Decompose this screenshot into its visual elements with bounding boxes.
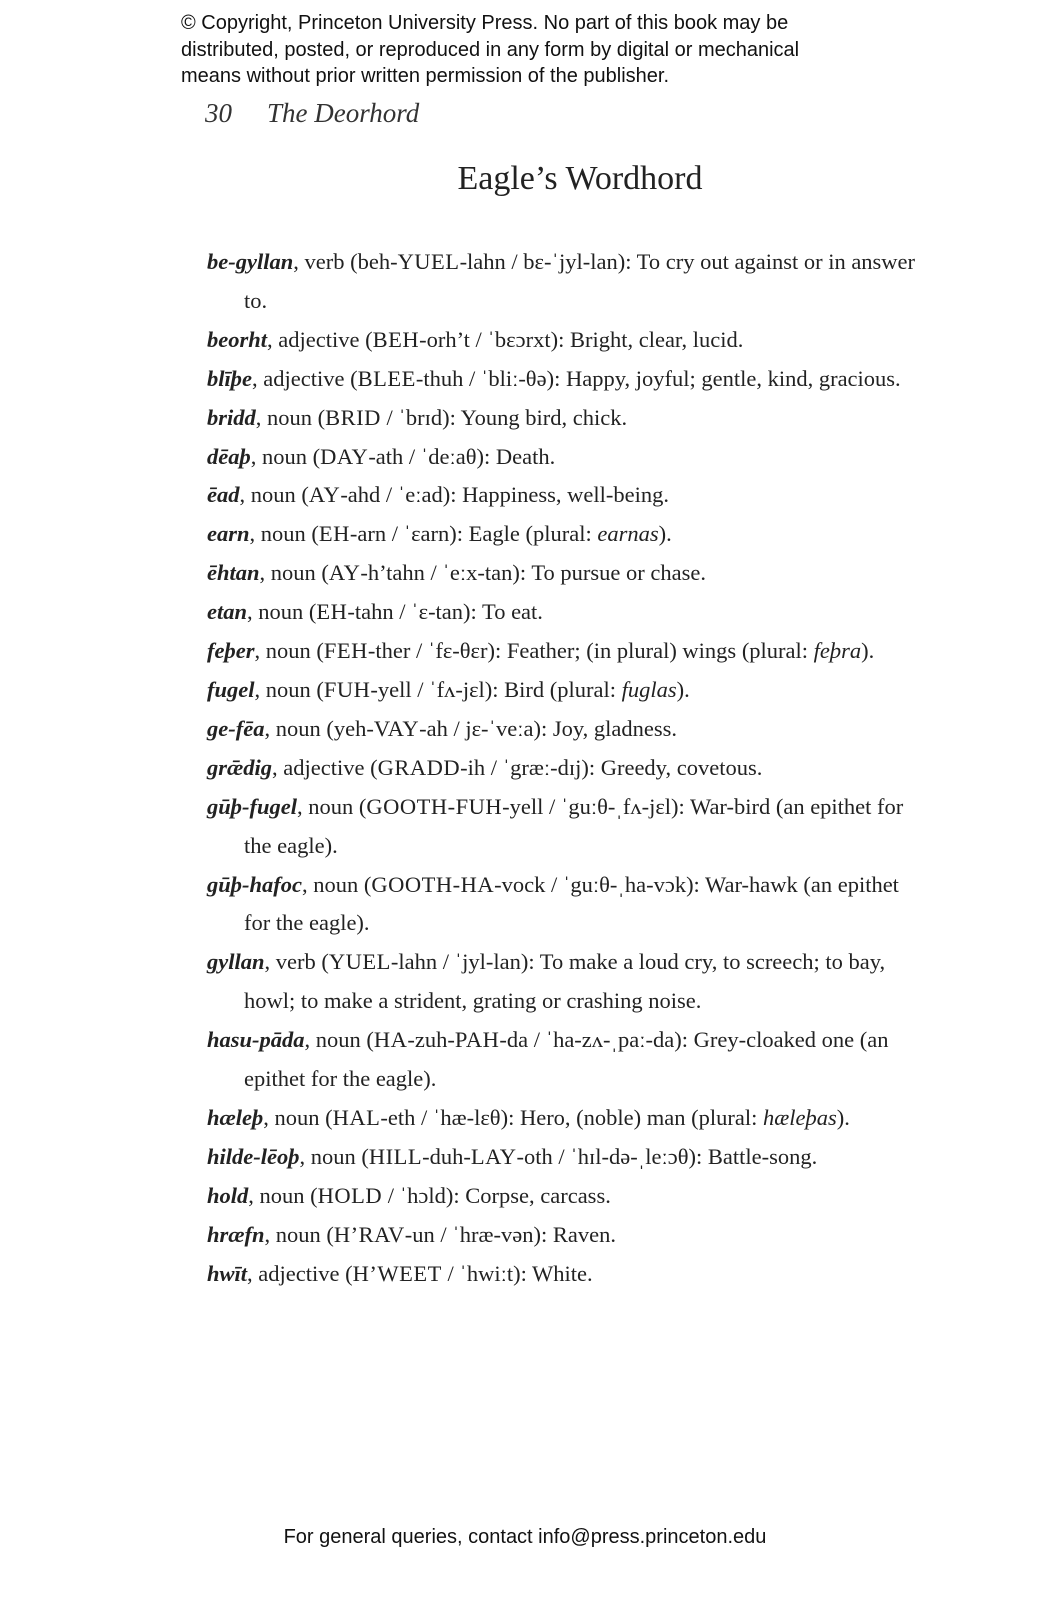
pronunciation-stress: BEH — [372, 326, 420, 352]
glossary-entry — [207, 710, 927, 749]
glossary-entry — [207, 554, 927, 593]
part-of-speech: , adjective ( — [267, 326, 373, 352]
headword: hwīt — [207, 1260, 248, 1286]
pronunciation-stress: YUEL — [397, 249, 460, 274]
pronunciation: -ah / jɛ-ˈveːa): — [419, 715, 548, 741]
definition: Young bird, chick. — [455, 404, 628, 430]
pronunciation-stress: FEH — [323, 638, 368, 664]
part-of-speech: , noun ( — [304, 1027, 374, 1053]
pronunciation-stress: PAH — [454, 1027, 500, 1053]
part-of-speech: , verb ( — [264, 949, 329, 975]
pronunciation-stress: HA — [373, 1027, 408, 1053]
headword: etan — [207, 599, 248, 625]
pronunciation-stress: GOOTH-FUH — [366, 793, 503, 819]
definition: Bird (plural: — [498, 676, 622, 702]
part-of-speech: , noun ( — [239, 482, 309, 508]
copyright-line: means without prior written permission of the publisher. — [181, 65, 670, 87]
pronunciation-stress: H’RAV — [333, 1221, 405, 1247]
pronunciation: -ath / ˈdeːaθ): — [368, 443, 491, 469]
headword: gūþ-fugel — [207, 793, 297, 819]
glossary-entry — [207, 438, 927, 477]
glossary-entry — [207, 1255, 927, 1294]
pronunciation: -lahn / ˈjyl-lan): — [390, 949, 535, 975]
pronunciation: -lahn / bɛ-ˈjyl-lan): — [459, 249, 632, 274]
headword: dēaþ — [207, 443, 251, 469]
definition-plural-form: feþra — [813, 638, 862, 664]
definition: Hero, (noble) man (plural: — [514, 1104, 763, 1130]
glossary-entry — [207, 593, 927, 632]
pronunciation: / ˈhwiːt): — [441, 1260, 527, 1286]
section-title: Eagle’s Wordhord — [457, 160, 703, 197]
definition: To pursue or chase. — [526, 560, 706, 586]
page-number: 30 — [205, 98, 232, 128]
definition-plural-form: fuglas — [621, 676, 677, 702]
definition: ). — [658, 521, 672, 547]
part-of-speech: , adjective ( — [252, 365, 358, 391]
headword: hræfn — [207, 1221, 265, 1247]
part-of-speech: , verb (beh- — [293, 249, 398, 274]
pronunciation-stress: HILL — [368, 1143, 423, 1169]
part-of-speech: , noun ( — [302, 871, 372, 897]
glossary-entry — [207, 671, 927, 710]
glossary-entry — [207, 399, 927, 438]
pronunciation: -yell / ˈfʌ-jɛl): — [370, 676, 499, 702]
headword: hilde-lēoþ — [207, 1143, 300, 1169]
headword: hasu-pāda — [207, 1027, 305, 1053]
pronunciation: -da / ˈha-zʌ-ˌpaː-da): — [499, 1027, 688, 1053]
glossary-entry — [207, 943, 927, 1021]
definition: To make a loud cry, to screech; to bay, howl; to make a strident, grating or crashing noise. — [244, 949, 886, 1014]
pronunciation: -tahn / ˈɛ-tan): — [347, 599, 477, 625]
definition: White. — [526, 1260, 593, 1286]
glossary-entry — [207, 243, 927, 321]
pronunciation-stress: VAY — [373, 715, 420, 741]
glossary-entry — [207, 788, 927, 866]
headword: feþer — [207, 638, 255, 664]
headword: fugel — [207, 676, 255, 702]
pronunciation: -thuh / ˈbliː-θə): — [415, 365, 561, 391]
pronunciation-stress: GOOTH-HA — [371, 871, 495, 897]
pronunciation: -un / ˈhræ-vən): — [404, 1221, 548, 1247]
pronunciation-stress: DAY — [320, 443, 369, 469]
headword: grǣdig — [207, 754, 273, 780]
copyright-line: distributed, posted, or reproduced in any form by digital or mechanical — [181, 38, 800, 61]
headword: bridd — [207, 404, 256, 430]
glossary-entry — [207, 1138, 927, 1177]
part-of-speech: , adjective ( — [272, 754, 378, 780]
pronunciation-stress: FUH — [323, 676, 371, 702]
part-of-speech: , noun ( — [254, 676, 324, 702]
definition: Joy, gladness. — [547, 715, 678, 741]
part-of-speech: , noun ( — [250, 443, 321, 469]
headword: beorht — [207, 326, 268, 352]
pronunciation: -vock / ˈguːθ-ˌha-vɔk): — [494, 871, 700, 897]
definition: Raven. — [547, 1221, 616, 1247]
headword: gūþ-hafoc — [207, 871, 302, 897]
copyright-notice — [181, 10, 941, 90]
pronunciation: -yell / ˈguːθ-ˌfʌ-jɛl): — [502, 793, 685, 819]
pronunciation: -h’tahn / ˈeːx-tan): — [360, 560, 527, 586]
part-of-speech: , noun ( — [263, 1104, 333, 1130]
definition: To eat. — [476, 599, 543, 625]
pronunciation-stress: HOLD — [317, 1182, 383, 1208]
part-of-speech: , noun ( — [259, 560, 329, 586]
pronunciation: / ˈbrɪd): — [380, 404, 456, 430]
part-of-speech: , noun ( — [264, 1221, 334, 1247]
pronunciation-stress: EH — [316, 599, 348, 625]
definition-plural-form: earnas — [597, 521, 659, 547]
pronunciation-stress: HAL — [332, 1104, 381, 1130]
definition: Happy, joyful; gentle, kind, gracious. — [560, 365, 901, 391]
pronunciation: -orh’t / ˈbɛɔrxt): — [419, 326, 565, 352]
pronunciation-stress: BRID — [325, 404, 381, 430]
copyright-line: © Copyright, Princeton University Press. No part of this book may be — [181, 12, 789, 34]
definition: Battle-song. — [702, 1143, 818, 1169]
definition: Grey-cloaked one (an epithet for the eagle). — [244, 1027, 889, 1092]
definition: Eagle (plural: — [463, 521, 598, 547]
glossary-entry — [207, 1021, 927, 1099]
part-of-speech: , noun ( — [254, 638, 324, 664]
pronunciation-stress: EH — [318, 521, 350, 547]
pronunciation-stress: YUEL — [328, 949, 391, 975]
pronunciation: -eth / ˈhæ-lɛθ): — [380, 1104, 515, 1130]
definition: Happiness, well-being. — [456, 482, 669, 508]
pronunciation: -ther / ˈfɛ-θɛr): — [367, 638, 502, 664]
glossary-entries — [207, 243, 927, 1293]
headword: ge-fēa — [207, 715, 265, 741]
part-of-speech: , noun ( — [299, 1143, 369, 1169]
definition: ). — [861, 638, 875, 664]
glossary-entry — [207, 360, 927, 399]
pronunciation-stress: H’WEET — [352, 1260, 442, 1286]
pronunciation-stress: AY — [328, 560, 361, 586]
pronunciation: -ahd / ˈeːad): — [340, 482, 457, 508]
headword: blīþe — [207, 365, 252, 391]
glossary-entry — [207, 515, 927, 554]
glossary-entry — [207, 1177, 927, 1216]
pronunciation-stress: GRADD — [377, 754, 461, 780]
pronunciation-stress: BLEE — [357, 365, 416, 391]
footer-contact: For general queries, contact info@press.princeton.edu — [283, 1526, 767, 1548]
glossary-entry — [207, 1216, 927, 1255]
pronunciation: / ˈhɔld): — [382, 1182, 460, 1208]
definition: Corpse, carcass. — [459, 1182, 611, 1208]
glossary-entry — [207, 321, 927, 360]
definition: To cry out against or in answer to. — [244, 249, 916, 313]
running-head — [205, 98, 419, 129]
definition: Death. — [490, 443, 556, 469]
definition: Feather; (in plural) wings (plural: — [501, 638, 814, 664]
definition-plural-form: hæleþas — [763, 1104, 837, 1130]
pronunciation-stress: LAY — [470, 1143, 517, 1169]
glossary-entry — [207, 476, 927, 515]
part-of-speech: , noun ( — [297, 793, 367, 819]
headword: be-gyllan — [207, 249, 294, 274]
definition: Bright, clear, lucid. — [564, 326, 744, 352]
pronunciation: -oth / ˈhɪl-də-ˌleːɔθ): — [516, 1143, 703, 1169]
part-of-speech: , noun (yeh- — [264, 715, 374, 741]
part-of-speech: , noun ( — [247, 599, 317, 625]
glossary-entry — [207, 866, 927, 944]
headword: hold — [207, 1182, 249, 1208]
glossary-entry — [207, 1099, 927, 1138]
pronunciation: -ih / ˈgræː-dɪj): — [460, 754, 596, 780]
headword: hæleþ — [207, 1104, 264, 1130]
definition: ). — [676, 676, 690, 702]
headword: ēad — [207, 482, 240, 508]
glossary-entry — [207, 632, 927, 671]
definition: War-bird (an epithet for the eagle). — [244, 793, 904, 858]
part-of-speech: , noun ( — [255, 404, 326, 430]
definition: ). — [836, 1104, 850, 1130]
book-title: The Deorhord — [267, 98, 420, 128]
pronunciation: -arn / ˈɛarn): — [349, 521, 464, 547]
part-of-speech: , noun ( — [249, 521, 319, 547]
headword: earn — [207, 521, 250, 547]
glossary-entry — [207, 749, 927, 788]
part-of-speech: , noun ( — [248, 1182, 318, 1208]
definition: Greedy, covetous. — [595, 754, 763, 780]
pronunciation-stress: AY — [308, 482, 341, 508]
pronunciation: -duh- — [422, 1143, 471, 1169]
headword: gyllan — [207, 949, 265, 975]
pronunciation: -zuh- — [407, 1027, 455, 1053]
part-of-speech: , adjective ( — [247, 1260, 353, 1286]
headword: ēhtan — [207, 560, 260, 586]
definition: War-hawk (an epithet for the eagle). — [244, 871, 899, 936]
